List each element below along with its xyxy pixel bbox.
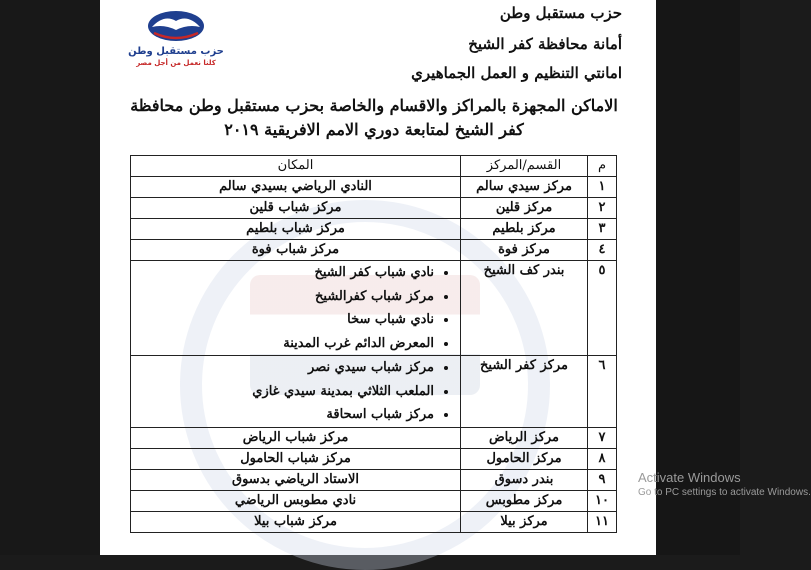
list-item: • مركز شباب كفرالشيخ: [135, 285, 434, 309]
row-center: مركز الحامول: [461, 448, 588, 469]
row-num: ١٠: [588, 490, 617, 511]
table-row: [131, 198, 617, 219]
row-num: ٤: [588, 240, 617, 261]
row-num: ١١: [588, 511, 617, 532]
header-departments: امانتي التنظيم و العمل الجماهيري: [411, 64, 622, 82]
header-party-name: حزب مستقبل وطن: [499, 4, 622, 22]
row-num: ٦: [588, 356, 617, 428]
table-row: [131, 511, 617, 532]
table-row: [131, 356, 617, 428]
document-title-line1: الاماكن المجهزة بالمراكز والاقسام والخاصة بحزب مستقبل وطن محافظة: [130, 96, 618, 115]
header-place: المكان: [131, 156, 461, 177]
activate-windows-notice: [638, 470, 811, 498]
row-center: مركز الرياض: [461, 427, 588, 448]
row-place-list: [131, 261, 461, 356]
list-item: • الملعب الثلاثي بمدينة سيدي غازي: [135, 380, 434, 404]
row-num: ٣: [588, 219, 617, 240]
row-place: مركز شباب الرياض: [131, 427, 461, 448]
row-num: ١: [588, 177, 617, 198]
left-background: [0, 0, 100, 555]
table-row: [131, 490, 617, 511]
row-center: مركز بلطيم: [461, 219, 588, 240]
row-center: مركز مطوبس: [461, 490, 588, 511]
logo-name: حزب مستقبل وطن: [128, 46, 224, 57]
row-num: ٩: [588, 469, 617, 490]
row-center: بندر كف الشيخ: [461, 261, 588, 356]
row-place: مركز شباب قلين: [131, 198, 461, 219]
list-item: • مركز شباب اسحاقة: [135, 403, 434, 427]
row-place: مركز شباب بلطيم: [131, 219, 461, 240]
table-row: [131, 448, 617, 469]
row-num: ٧: [588, 427, 617, 448]
header-num: م: [588, 156, 617, 177]
row-place: النادي الرياضي بسيدي سالم: [131, 177, 461, 198]
row-place: مركز شباب الحامول: [131, 448, 461, 469]
row-center: مركز كفر الشيخ: [461, 356, 588, 428]
document-page: [100, 0, 656, 555]
locations-table: [130, 155, 617, 533]
activate-windows-title: Activate Windows: [638, 470, 741, 485]
logo-slogan: كلنا نعمل من أجل مصر: [136, 59, 216, 67]
row-center: مركز فوة: [461, 240, 588, 261]
row-place: مركز شباب بيلا: [131, 511, 461, 532]
row-center: بندر دسوق: [461, 469, 588, 490]
row-center: مركز قلين: [461, 198, 588, 219]
table-row: [131, 219, 617, 240]
list-item: • مركز شباب سيدي نصر: [135, 356, 434, 380]
list-item: • نادي شباب سخا: [135, 308, 434, 332]
header-center: القسم/المركز: [461, 156, 588, 177]
list-item: • نادي شباب كفر الشيخ: [135, 261, 434, 285]
row-center: مركز بيلا: [461, 511, 588, 532]
party-logo-icon: [130, 6, 222, 68]
table-row: [131, 177, 617, 198]
row-num: ٥: [588, 261, 617, 356]
row-num: ٨: [588, 448, 617, 469]
row-center: مركز سيدي سالم: [461, 177, 588, 198]
table-row: [131, 240, 617, 261]
table-header-row: [131, 156, 617, 177]
row-place-list: [131, 356, 461, 428]
row-place: مركز شباب فوة: [131, 240, 461, 261]
table-row: [131, 261, 617, 356]
row-place: الاستاد الرياضي بدسوق: [131, 469, 461, 490]
table-row: [131, 469, 617, 490]
row-place: نادي مطوبس الرياضي: [131, 490, 461, 511]
row-num: ٢: [588, 198, 617, 219]
header-secretariat: أمانة محافظة كفر الشيخ: [468, 35, 622, 53]
list-item: • المعرض الدائم غرب المدينة: [135, 332, 434, 356]
table-row: [131, 427, 617, 448]
document-title-line2: كفر الشيخ لمتابعة دوري الامم الافريقية ٢٠١٩: [224, 120, 524, 139]
activate-windows-subtitle: Go to PC settings to activate Windows.: [638, 487, 811, 498]
